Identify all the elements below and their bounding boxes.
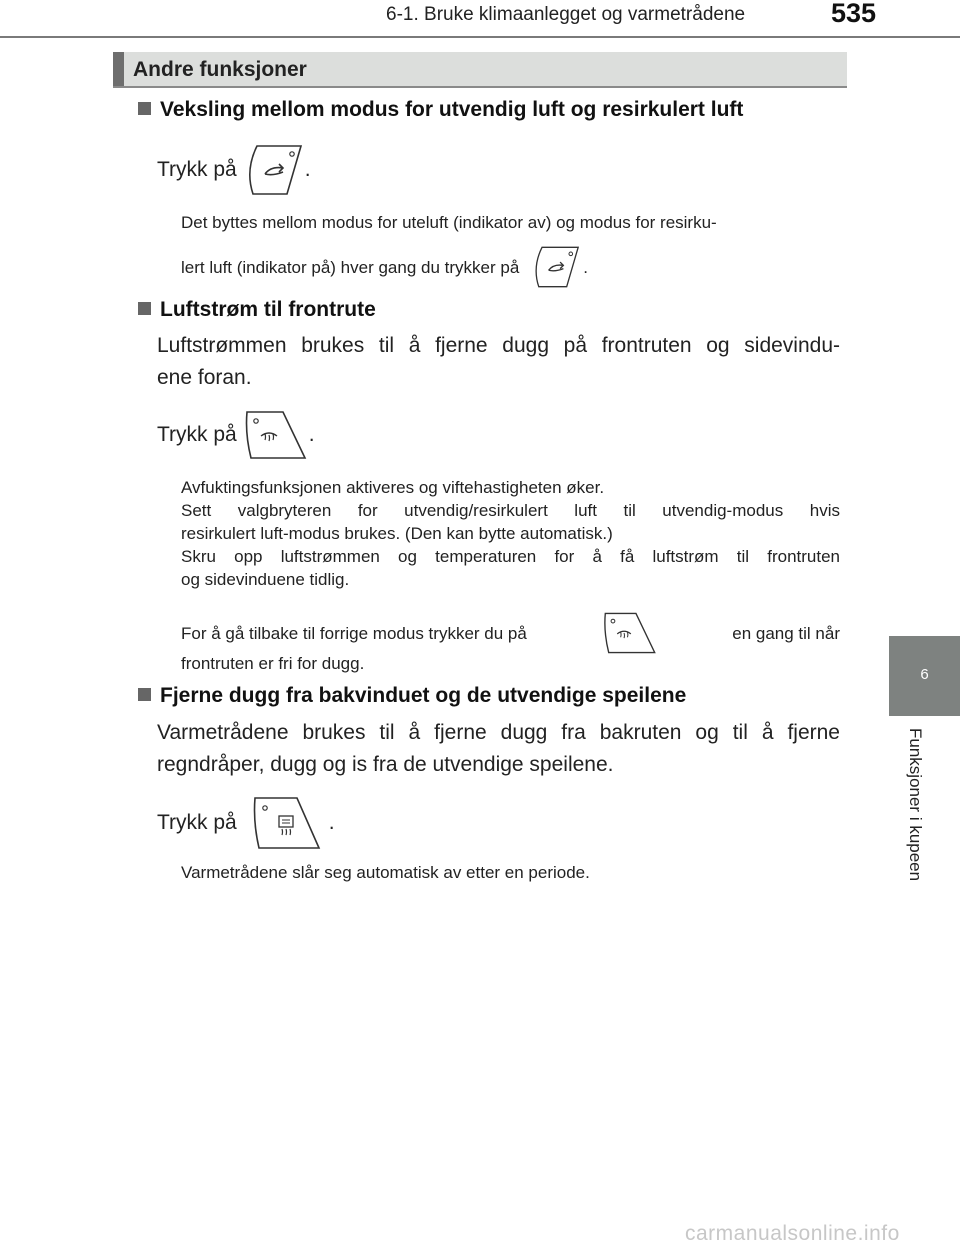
note-line: Skru opp luftstrømmen og temperaturen for å få luftstrøm til frontruten — [181, 547, 840, 566]
press-suffix: . — [308, 423, 315, 446]
heading-text: Veksling mellom modus for utvendig luft og resirkulert luft — [160, 98, 744, 121]
press-prefix: Trykk på — [157, 158, 237, 181]
note-line: Varmetrådene slår seg automatisk av etter en periode. — [181, 863, 590, 882]
air-recirculation-button-icon — [243, 142, 305, 198]
description-line: Varmetrådene brukes til å fjerne dugg fra bakruten og til å fjerne — [157, 721, 840, 744]
heading-text: Luftstrøm til frontrute — [160, 298, 376, 321]
press-prefix: Trykk på — [157, 811, 237, 834]
rear-defogger-button-icon — [251, 794, 323, 852]
windshield-defog-button-icon — [243, 408, 309, 462]
heading-text: Fjerne dugg fra bakvinduet og de utvendige speilene — [160, 684, 687, 707]
note-line: Sett valgbryteren for utvendig/resirkulert luft til utvendig-modus hvis — [181, 501, 840, 520]
press-suffix: . — [304, 158, 311, 181]
note-prefix: lert luft (indikator på) hver gang du trykker på — [181, 257, 520, 277]
description-line: regndråper, dugg og is fra de utvendige speilene. — [157, 753, 614, 776]
subsection-heading-windshield — [138, 298, 376, 322]
air-recirculation-button-icon — [529, 244, 583, 290]
return-instruction — [181, 610, 840, 656]
square-bullet-icon — [138, 302, 151, 315]
section-title: Andre funksjoner — [133, 58, 307, 81]
chapter-tab-number: 6 — [920, 666, 929, 683]
site-watermark: carmanualsonline.info — [685, 1222, 900, 1245]
note-suffix: . — [583, 257, 589, 277]
press-suffix: . — [328, 811, 335, 834]
description-line: ene foran. — [157, 366, 252, 389]
section-accent-bar — [113, 52, 124, 86]
square-bullet-icon — [138, 688, 151, 701]
note-line: Avfuktingsfunksjonen aktiveres og viftehastigheten øker. — [181, 478, 605, 497]
note-line: frontruten er fri for dugg. — [181, 654, 365, 673]
chapter-tab[interactable] — [889, 636, 960, 716]
chapter-header: 6-1. Bruke klimaanlegget og varmetrådene — [386, 4, 746, 25]
return-suffix: en gang til når — [732, 623, 840, 643]
subsection-heading-recirculation — [138, 98, 743, 122]
press-prefix: Trykk på — [157, 423, 237, 446]
page-number: 535 — [831, 0, 877, 28]
return-prefix: For å gå tilbake til forrige modus trykker du på — [181, 623, 527, 643]
note-line-with-icon — [181, 244, 588, 290]
press-instruction — [157, 408, 315, 462]
note-line: og sidevinduene tidlig. — [181, 570, 350, 589]
header-divider — [0, 36, 960, 38]
note-line: Det byttes mellom modus for uteluft (indikator av) og modus for resirku- — [181, 213, 717, 232]
press-instruction — [157, 142, 311, 198]
chapter-tab-label: Funksjoner i kupeen — [906, 728, 925, 882]
section-header-box — [113, 52, 847, 88]
press-instruction — [157, 794, 335, 852]
note-line: resirkulert luft-modus brukes. (Den kan bytte automatisk.) — [181, 524, 613, 543]
subsection-heading-rear-defogger — [138, 684, 686, 708]
description-line: Luftstrømmen brukes til å fjerne dugg på frontruten og sidevindu- — [157, 334, 840, 357]
windshield-defog-button-icon — [601, 610, 659, 656]
square-bullet-icon — [138, 102, 151, 115]
